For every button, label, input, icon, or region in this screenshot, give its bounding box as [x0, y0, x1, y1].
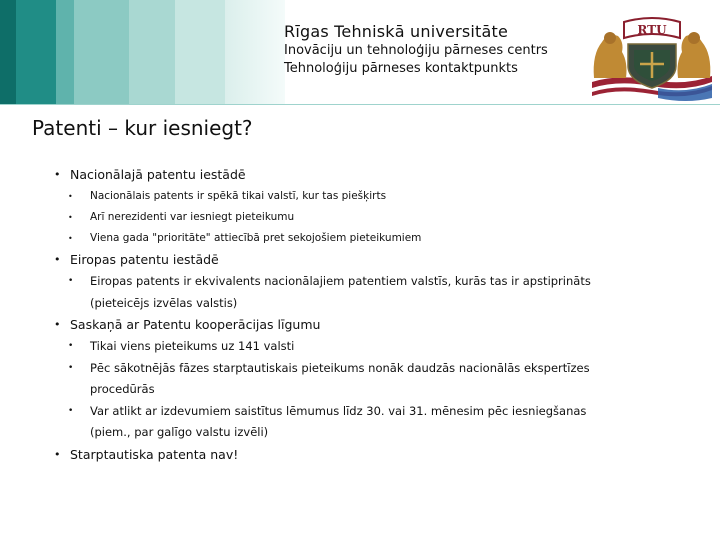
bullet-item — [46, 444, 686, 466]
sub-bullet-item — [46, 336, 686, 358]
sub-bullet-item — [46, 186, 686, 207]
bullet-icon: • — [68, 234, 73, 243]
bullet-icon: • — [68, 213, 73, 222]
bullet-icon: • — [68, 341, 74, 351]
stripe — [0, 0, 16, 104]
header-divider — [0, 104, 720, 105]
bullet-icon: • — [54, 168, 61, 181]
sub-bullet-text: Nacionālais patents ir spēkā tikai valstī, kur tas piešķirts — [90, 190, 387, 202]
sub-bullet-text: Tikai viens pieteikums uz 141 valsti — [90, 339, 295, 353]
sub-bullet-item — [46, 401, 686, 423]
sub-bullet-text: Eiropas patents ir ekvivalents nacionālajiem patentiem valstīs, kurās tas ir apstiprināts — [90, 274, 591, 288]
university-name: Rīgas Tehniskā universitāte — [284, 22, 509, 41]
stripe — [225, 0, 285, 104]
sub-bullet-item — [46, 358, 686, 380]
bullet-item — [46, 314, 686, 336]
bullet-icon: • — [54, 318, 61, 331]
centre-name: Inovāciju un tehnoloģiju pārneses centrs — [284, 43, 548, 58]
header-stripes — [0, 0, 285, 104]
rtu-coat-of-arms-logo — [588, 8, 716, 104]
bullet-list — [46, 164, 686, 466]
sub-bullet-text: (pieteicējs izvēlas valstis) — [90, 295, 238, 310]
sub-bullet-item — [46, 271, 686, 293]
bullet-icon: • — [68, 405, 74, 416]
sub-bullet-item — [46, 228, 686, 249]
sub-bullet-item — [46, 207, 686, 228]
stripe — [175, 0, 225, 104]
bullet-item — [46, 249, 686, 271]
stripe — [16, 0, 56, 104]
logo-text: RTU — [637, 23, 667, 37]
sub-bullet-text: Viena gada "prioritāte" attiecībā pret sekojošiem pieteikumiem — [90, 232, 422, 244]
bullet-icon: • — [54, 253, 61, 266]
stripe — [74, 0, 129, 104]
bullet-item — [46, 164, 686, 186]
contact-point-name: Tehnoloģiju pārneses kontaktpunkts — [284, 61, 518, 76]
bullet-icon: • — [68, 276, 74, 286]
bullet-icon: • — [54, 447, 61, 461]
bullet-text: Eiropas patentu iestādē — [70, 252, 219, 267]
bullet-text: Nacionālajā patentu iestādē — [70, 167, 246, 182]
bullet-text: Saskaņā ar Patentu kooperācijas līgumu — [70, 317, 321, 332]
bullet-icon: • — [68, 362, 74, 373]
sub-bullet-text: (piem., par galīgo valstu izvēli) — [90, 425, 269, 439]
sub-bullet-text: Var atlikt ar izdevumiem saistītus lēmumus līdz 30. vai 31. mēnesim pēc iesniegšanas — [90, 403, 587, 418]
stripe — [129, 0, 175, 104]
sub-bullet-continuation — [46, 379, 686, 401]
slide-title: Patenti – kur iesniegt? — [32, 116, 253, 140]
sub-bullet-text: procedūrās — [90, 382, 155, 396]
stripe — [56, 0, 74, 104]
sub-bullet-text: Pēc sākotnējās fāzes starptautiskais pieteikums nonāk daudzās nacionālās ekspertīzes — [90, 360, 590, 375]
bullet-text: Starptautiska patenta nav! — [70, 446, 239, 462]
sub-bullet-continuation — [46, 422, 686, 444]
bullet-icon: • — [68, 192, 73, 201]
sub-bullet-text: Arī nerezidenti var iesniegt pieteikumu — [90, 211, 295, 223]
header-text — [284, 22, 548, 78]
sub-bullet-continuation — [46, 293, 686, 315]
